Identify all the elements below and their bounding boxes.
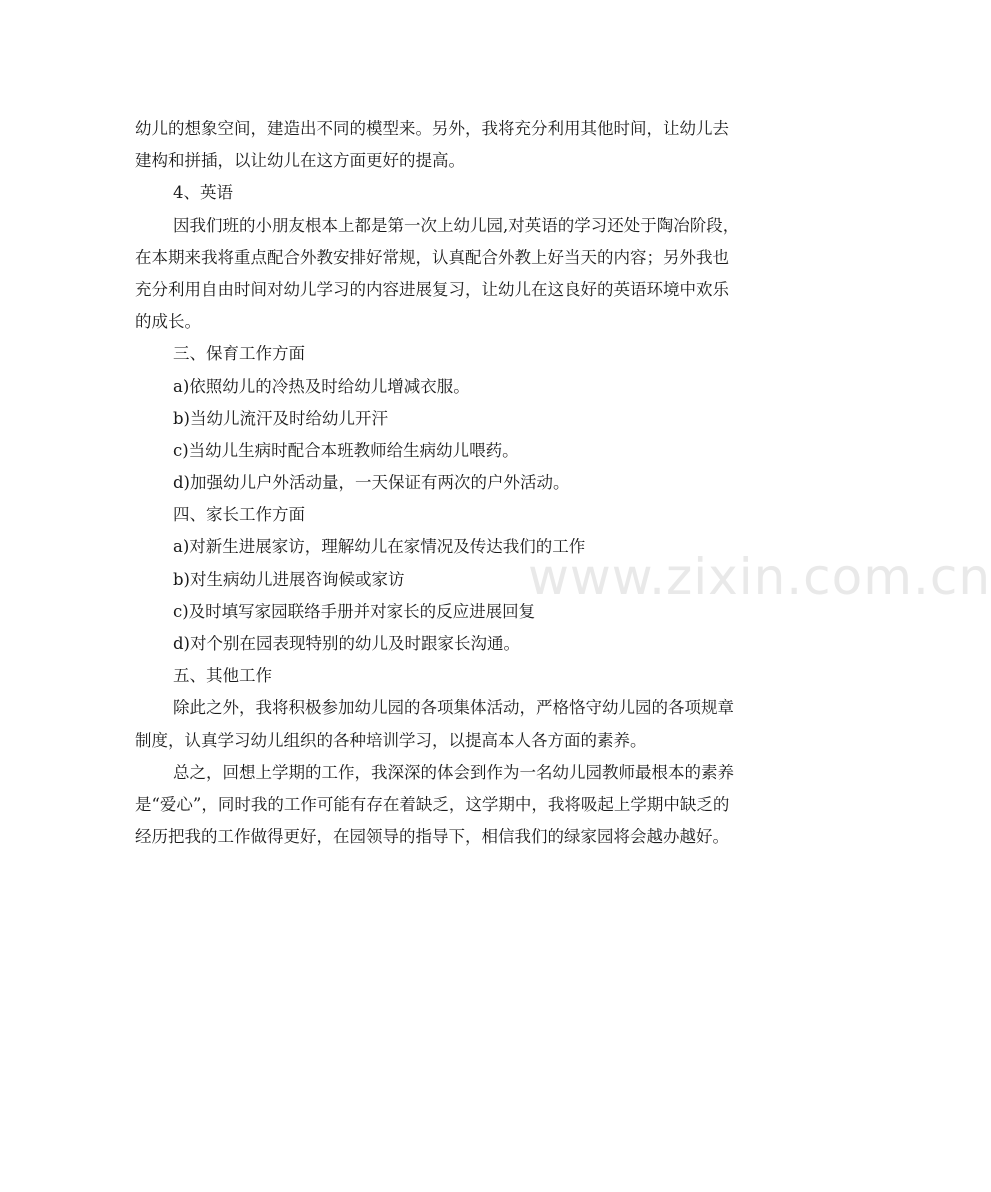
section-heading-care: 三、保育工作方面 [173,344,305,364]
text-line: 除此之外，我将积极参加幼儿园的各项集体活动，严格恪守幼儿园的各项规章 [173,698,734,718]
list-item: c)当幼儿生病时配合本班教师给生病幼儿喂药。 [173,440,519,460]
list-item: b)对生病幼儿进展咨询候或家访 [173,569,405,589]
text-line: 幼儿的想象空间，建造出不同的模型来。另外，我将充分利用其他时间，让幼儿去 [135,119,729,138]
text-line: 在本期来我将重点配合外教安排好常规，认真配合外教上好当天的内容；另外我也 [135,247,729,267]
section-heading-other: 五、其他工作 [173,666,272,686]
text-line: 充分利用自由时间对幼儿学习的内容进展复习，让幼儿在这良好的英语环境中欢乐 [135,279,729,299]
text-line: 制度，认真学习幼儿组织的各种培训学习，以提高本人各方面的素养。 [135,730,647,750]
list-item: d)加强幼儿户外活动量，一天保证有两次的户外活动。 [173,473,570,493]
section-heading-parents: 四、家长工作方面 [173,505,305,525]
document-body [135,113,785,853]
list-item: a)依照幼儿的冷热及时给幼儿增减衣服。 [173,376,470,396]
text-line: 是“爱心”，同时我的工作可能有存在着缺乏，这学期中，我将吸起上学期中缺乏的 [135,794,730,814]
section-heading-english: 4、英语 [173,183,233,203]
watermark: www.zixin.com.cn [528,548,991,606]
list-item: b)当幼儿流汗及时给幼儿开汗 [173,408,388,428]
text-line: 建构和拼插，以让幼儿在这方面更好的提高。 [135,151,465,171]
text-line: 因我们班的小朋友根本上都是第一次上幼儿园,对英语的学习还处于陶冶阶段， [173,215,740,235]
text-line: 的成长。 [135,312,201,332]
list-item: c)及时填写家园联络手册并对家长的反应进展回复 [173,601,536,621]
text-line: 经历把我的工作做得更好，在园领导的指导下，相信我们的绿家园将会越办越好。 [135,827,729,847]
list-item: a)对新生进展家访，理解幼儿在家情况及传达我们的工作 [173,537,586,557]
list-item: d)对个别在园表现特别的幼儿及时跟家长沟通。 [173,634,520,653]
text-line: 总之，回想上学期的工作，我深深的体会到作为一名幼儿园教师最根本的素养 [173,762,734,782]
